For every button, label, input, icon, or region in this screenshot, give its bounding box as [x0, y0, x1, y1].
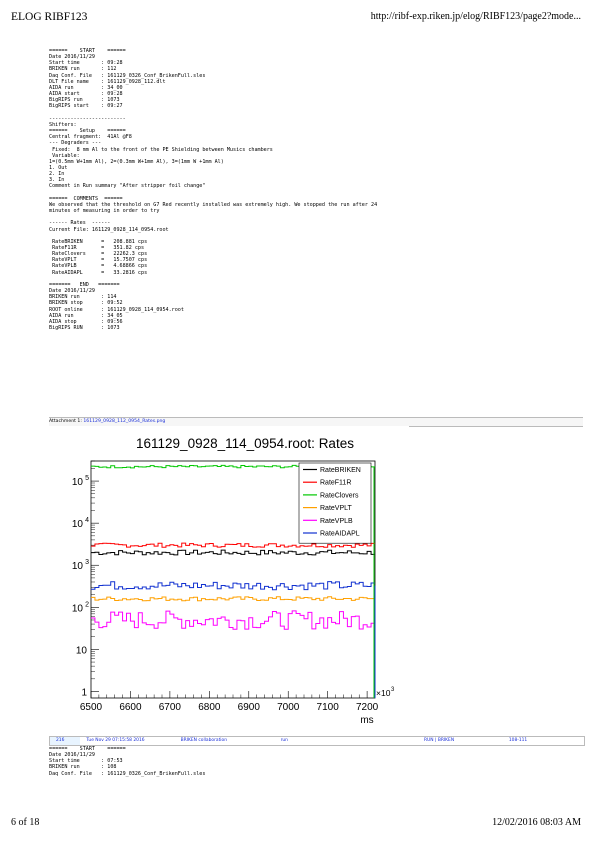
- elog-list-row[interactable]: [49, 736, 585, 746]
- x-tick-label: 6700: [158, 702, 182, 713]
- x-axis-multiplier-exponent: 3: [391, 687, 395, 693]
- log-entry-108: [49, 746, 583, 777]
- list-row-id[interactable]: 216: [50, 737, 80, 745]
- y-tick-label: 10: [71, 477, 83, 489]
- y-tick-label: 10: [75, 645, 87, 657]
- list-row-author[interactable]: BRIKEN collaboration: [180, 738, 227, 743]
- list-row-type[interactable]: run: [280, 738, 288, 743]
- x-tick-label: 7000: [277, 702, 300, 713]
- y-tick-label-exponent: 2: [85, 601, 89, 609]
- legend-label: RateVPLB: [320, 517, 353, 525]
- list-row-subject[interactable]: 108-111: [508, 738, 528, 743]
- attachment-label: Attachment 1:: [49, 419, 82, 424]
- log-entry-text: ====== START ====== Date 2016/11/29 Start time : 07:53 BRIKEN run : 108 Daq Conf. File : 161129_0326_Conf_BrikenFull.sles: [49, 746, 206, 777]
- y-tick-label: 1: [81, 687, 87, 699]
- log-entry-text: ====== START ====== Date 2016/11/29 Start time : 09:28 BRIKEN run : 112 Daq Conf. File : 161129_0326_Conf_BrikenFull.sles DLT File name : 161129_0928_112.dlt AIDA run : 34_00 AIDA start : 09:28 BigRIPS run : 1073 BigRIPS start : 09:27 ------------------------- Shifters: ====== Setup ====== Central fragment: 41Al @F8 --- Degraders --- Fixed: 8 mm Al to the front of the PE Shielding between Musics chambers Variable: 1=(0.5mm W+1mm Al), 2=(0.3mm W+1mm Al), 3=(1mm W +1mm Al) 1. Out 2. In 3. In Comment in Run summary "After stripper foil change" ====== COMMENTS ====== We observed that the threshold on G7 Red recently installed was extremely high. We stopped the run after 24 minutes of measuring in order to try ------ Rates ------ Current File: 161129_0928_114_0954.root RateBRIKEN = 208.881 cps RateF11R = 351.82 cps RateClovers = 22262.3 cps RateVPLT = 15.7507 cps RateVPLB = 4.68866 cps RateAIDAPL = 33.2816 cps ======= END ======= Date 2016/11/29 BRIKEN run : 114 BRIKEN stop : 09:52 ROOT online : 161129_0928_114_0954.root AIDA run : 34_05 AIDA stop : 09:56 BigRIPS RUN : 1073: [49, 48, 378, 332]
- list-row-category[interactable]: RUN | BRIKEN: [424, 738, 455, 743]
- list-row-date[interactable]: Tue Nov 29 07:15:58 2016: [86, 738, 145, 743]
- x-axis-multiplier: ×10: [376, 688, 391, 698]
- rates-chart: [49, 426, 409, 731]
- attachment-link[interactable]: 161129_0928_112_0954_Rates.png: [83, 419, 166, 424]
- legend-label: RateClovers: [320, 492, 359, 500]
- x-tick-label: 6600: [119, 702, 142, 713]
- legend-label: RateF11R: [320, 479, 352, 487]
- x-tick-label: 6800: [198, 702, 221, 713]
- y-tick-label-exponent: 4: [85, 517, 89, 525]
- log-entry-112: [49, 48, 583, 331]
- page-header-url[interactable]: http://ribf-exp.riken.jp/elog/RIBF123/page2?mode...: [370, 11, 581, 22]
- y-tick-label-exponent: 5: [85, 475, 89, 483]
- x-tick-label: 6500: [79, 702, 103, 713]
- x-axis-label: ms: [360, 715, 374, 726]
- page-header-title: ELOG RIBF123: [11, 11, 88, 23]
- y-tick-label: 10: [71, 603, 83, 615]
- legend-label: RateAIDAPL: [320, 530, 360, 538]
- y-tick-label: 10: [71, 519, 83, 531]
- legend-label: RateVPLT: [320, 505, 352, 513]
- x-tick-label: 6900: [237, 702, 260, 713]
- page-number: 6 of 18: [11, 817, 40, 828]
- chart-title: 161129_0928_114_0954.root: Rates: [136, 436, 354, 451]
- x-tick-label: 7100: [316, 702, 339, 713]
- legend-label: RateBRIKEN: [320, 467, 361, 474]
- y-tick-label: 10: [71, 561, 83, 573]
- print-datetime: 12/02/2016 08:03 AM: [492, 817, 581, 828]
- y-tick-label-exponent: 3: [85, 559, 89, 567]
- x-tick-label: 7200: [355, 702, 379, 713]
